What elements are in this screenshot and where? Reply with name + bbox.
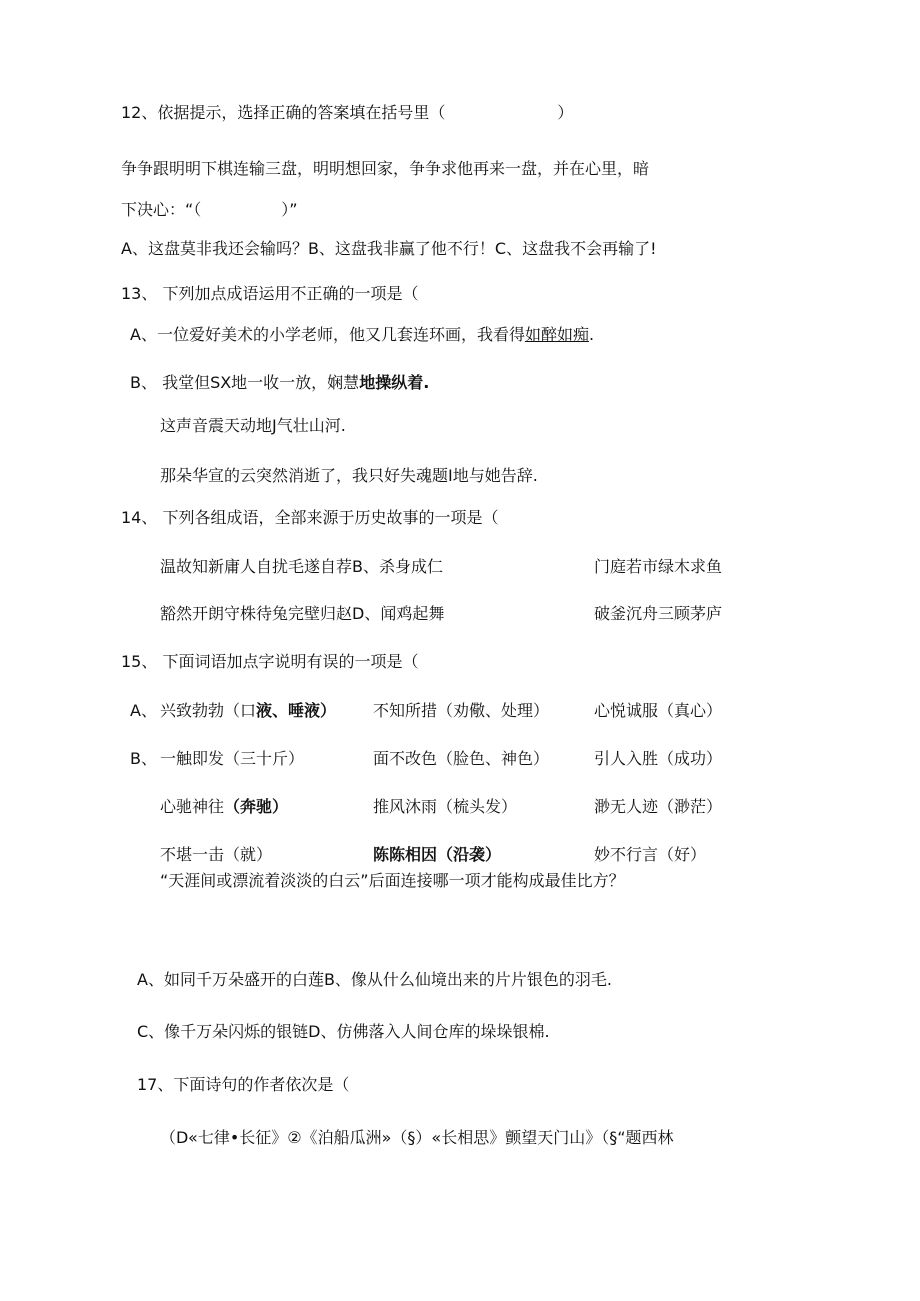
q14-row2-left: 豁然开朗守株待兔完壁归赵D、闻鸡起舞: [160, 604, 445, 623]
q15-row-b-col1: 一触即发（三十斤）: [160, 749, 305, 768]
q15-row-c-col1-text: 心驰神往: [160, 797, 225, 816]
q16-options-ab: A、如同千万朵盛开的白莲B、像从什么仙境出来的片片银色的羽毛.: [137, 970, 613, 989]
q15-row-c-col3: 渺无人迹（渺茫）: [594, 797, 723, 816]
q15-row-a-col3: 心悦诚服（真心）: [594, 701, 723, 720]
q13-option-b-bold: 地操纵着.: [359, 373, 430, 392]
q15-row-c-col1: [160, 796, 288, 818]
q13-option-a-idiom: 如醉如痴: [524, 325, 589, 344]
q13-option-b-text: B、 我堂但SX地一收一放，娴慧: [130, 373, 360, 392]
q14-row1-left: 温故知新庸人自扰毛遂自荐B、杀身成仁: [160, 557, 443, 576]
q14-row1-right: 门庭若市绿木求鱼: [594, 557, 723, 576]
q12-options: A、这盘莫非我还会输吗？B、这盘我非赢了他不行！C、这盘我不会再输了!: [121, 239, 657, 258]
q15-row-a-col2: 不知所措（劝儆、处理）: [373, 701, 550, 720]
q15-row-b-col3: 引人入胜（成功）: [594, 749, 723, 768]
q16-stem: “天涯间或漂流着淡淡的白云”后面连接哪一项才能构成最佳比方？: [160, 871, 625, 890]
q15-row-a-col1-text: 兴致勃勃（口: [160, 701, 257, 720]
q12-passage-line-1: 争争跟明明下棋连输三盘，明明想回家，争争求他再来一盘，并在心里，暗: [121, 159, 650, 178]
q12-passage-line-2: 下决心：“（ ）”: [121, 200, 298, 219]
q15-row-b-col2: 面不改色（脸色、神色）: [373, 749, 550, 768]
q17-items: （D«七律•长征》②《泊船瓜洲»（§）«长相思》颤望天门山》（§“题西林: [160, 1128, 674, 1147]
q13-option-c: 这声音震天动地J气壮山河.: [160, 416, 346, 435]
q15-row-a-col1: [160, 700, 336, 722]
q15-row-d-col3: 妙不行言（好）: [594, 845, 707, 864]
q16-options-cd: C、像千万朵闪烁的银链D、仿佛落入人间仓库的垛垛银棉.: [137, 1022, 550, 1041]
q15-row-a-col1-bold: 液、唾液）: [256, 701, 337, 720]
q15-row-d-col2: 陈陈相因（沿袭）: [373, 845, 502, 864]
q13-option-a: [130, 324, 594, 346]
q14-row2-right: 破釜沉舟三顾茅庐: [594, 604, 723, 623]
q13-title: 13、 下列加点成语运用不正确的一项是（: [121, 284, 419, 303]
q15-row-b-label: B、: [130, 749, 157, 768]
q15-row-c-col1-bold: （奔驰）: [224, 797, 289, 816]
q14-title: 14、 下列各组成语，全部来源于历史故事的一项是（: [121, 508, 499, 527]
q17-title: 17、下面诗句的作者依次是（: [137, 1075, 350, 1094]
q15-title: 15、 下面词语加点字说明有误的一项是（: [121, 652, 419, 671]
q15-row-a-label: A、: [130, 701, 157, 720]
q15-row-c-col2: 推风沐雨（梳头发）: [373, 797, 518, 816]
q13-option-d: 那朵华宣的云突然消逝了，我只好失魂题I地与她告辞.: [160, 466, 538, 485]
q13-option-b: [130, 372, 429, 394]
q13-option-a-text: A、一位爱好美术的小学老师，他又几套连环画，我看得: [130, 325, 525, 344]
q13-option-a-end: .: [588, 325, 595, 344]
q12-title: 12、依据提示，选择正确的答案填在括号里（ ）: [121, 103, 574, 122]
q15-row-d-col1: 不堪一击（就）: [160, 845, 273, 864]
